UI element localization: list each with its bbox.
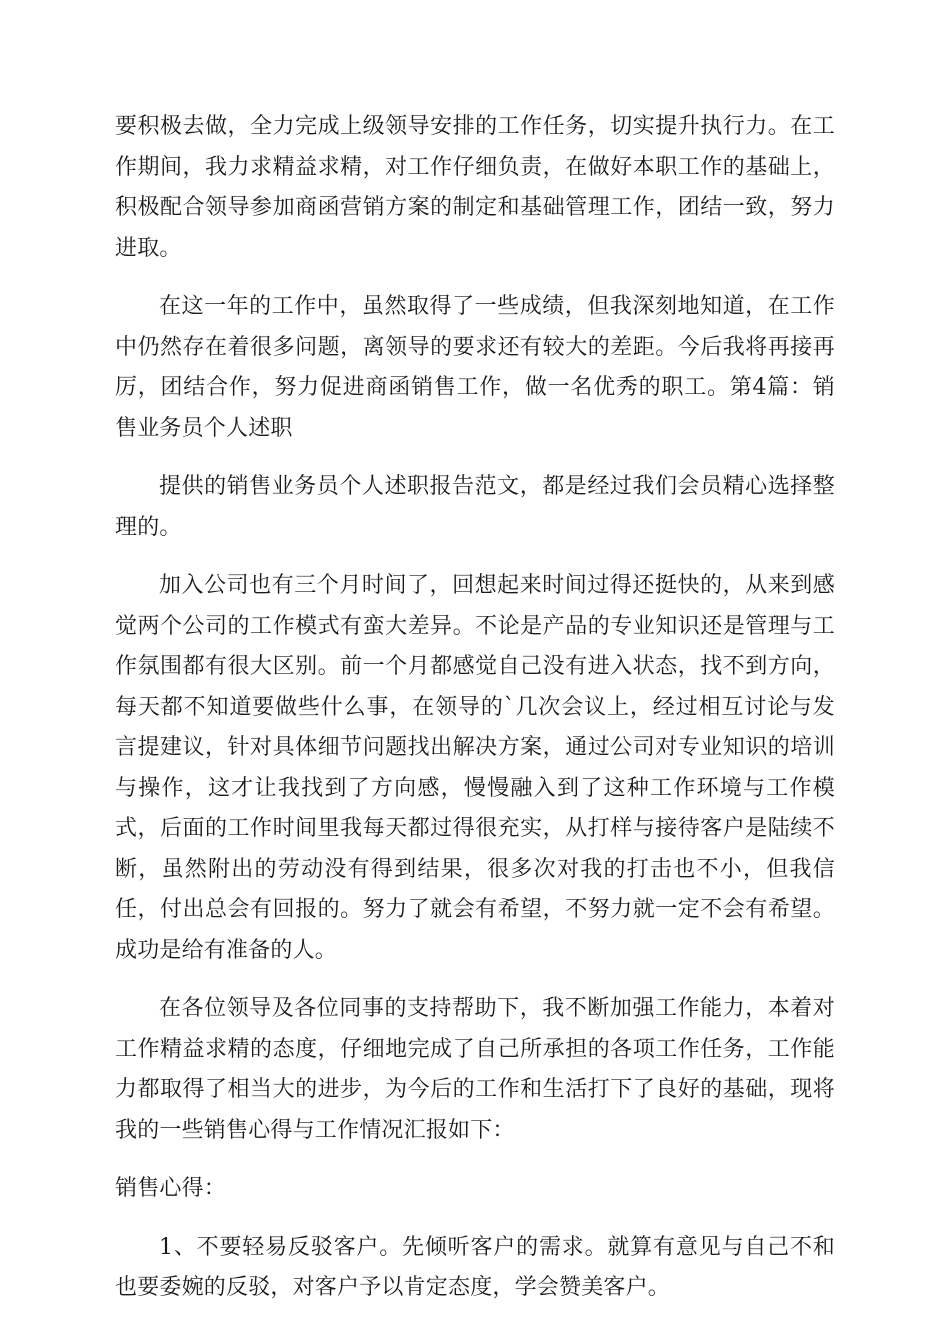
section-heading-sales-tips: 销售心得： — [115, 1176, 227, 1201]
paragraph-2: 在这一年的工作中，虽然取得了一些成绩，但我深刻地知道，在工作中仍然存在着很多问题，离领导的要求还有较大的差距。今后我将再接再厉，团结合作，努力促进商函销售工作，做一名优秀的职工。第4篇：销售业务员个人述职 — [115, 294, 835, 441]
paragraph-tip-1: 1、不要轻易反驳客户。先倾听客户的需求。就算有意见与自己不和也要委婉的反驳，对客户予以肯定态度，学会赞美客户。 — [115, 1234, 835, 1300]
document-body — [115, 107, 835, 1327]
paragraph-3: 提供的销售业务员个人述职报告范文，都是经过我们会员精心选择整理的。 — [115, 474, 835, 540]
paragraph-5: 在各位领导及各位同事的支持帮助下，我不断加强工作能力，本着对工作精益求精的态度，仔细地完成了自己所承担的各项工作任务，工作能力都取得了相当大的进步，为今后的工作和生活打下了良好的基础，现将我的一些销售心得与工作情况汇报如下： — [115, 996, 835, 1143]
paragraph-1: 要积极去做，全力完成上级领导安排的工作任务，切实提升执行力。在工作期间，我力求精益求精，对工作仔细负责，在做好本职工作的基础上，积极配合领导参加商函营销方案的制定和基础管理工作，团结一致，努力进取。 — [115, 114, 835, 261]
paragraph-4: 加入公司也有三个月时间了，回想起来时间过得还挺快的，从来到感觉两个公司的工作模式有蛮大差异。不论是产品的专业知识还是管理与工作氛围都有很大区别。前一个月都感觉自己没有进入状态，找不到方向，每天都不知道要做些什么事，在领导的`几次会议上，经过相互讨论与发言提建议，针对具体细节问题找出解决方案，通过公司对专业知识的培训与操作，这才让我找到了方向感，慢慢融入到了这种工作环境与工作模式，后面的工作时间里我每天都过得很充实，从打样与接待客户是陆续不断，虽然附出的劳动没有得到结果，很多次对我的打击也不小，但我信任，付出总会有回报的。努力了就会有希望，不努力就一定不会有希望。成功是给有准备的人。 — [115, 573, 835, 963]
